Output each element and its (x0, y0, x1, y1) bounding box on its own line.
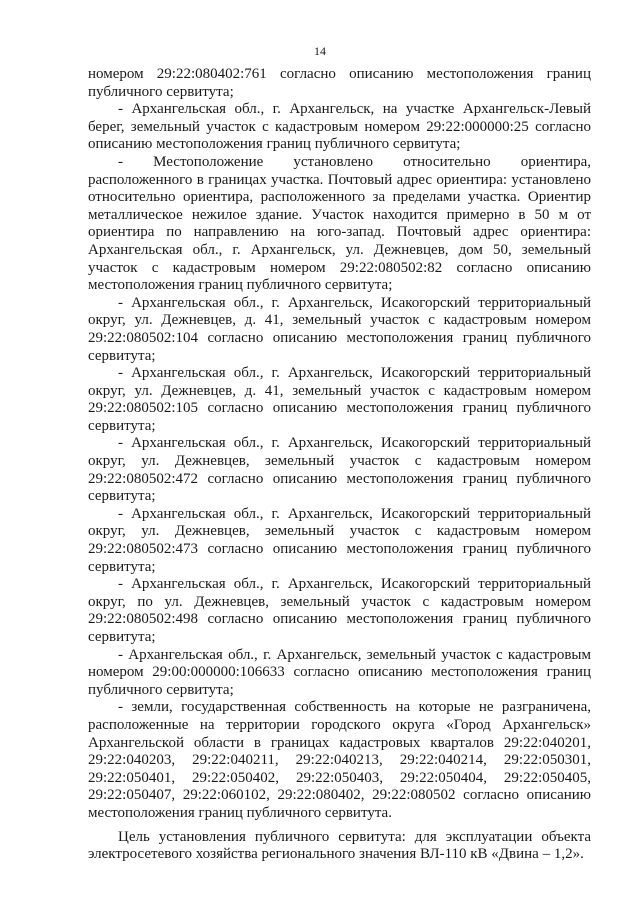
paragraph-purpose: Цель установления публичного сервитута: для эксплуатации объекта электросетевого хозяйства регионального значения ВЛ-110 кВ «Двина – 1,2». (88, 828, 591, 863)
paragraph-item: - Местоположение установлено относительно ориентира, расположенного в границах участка. Почтовый адрес ориентира: установлено относительно ориентира, расположенного за пределами участка. Ориентир металлическое нежилое здание. Участок находится примерно в 50 м от ориентира по направлению на юго-запад. Почтовый адрес ориентира: Архангельская обл., г. Архангельск, ул. Дежневцев, дом 50, земельный участок с кадастровым номером 29:22:080502:82 согласно описанию местоположения границ публичного сервитута; (88, 153, 591, 294)
paragraph-item: - Архангельская обл., г. Архангельск, Исакогорский территориальный округ, ул. Дежневцев, д. 41, земельный участок с кадастровым номером 29:22:080502:104 согласно описанию местоположения границ публичного сервитута; (88, 294, 591, 364)
paragraph-item: - Архангельская обл., г. Архангельск, Исакогорский территориальный округ, ул. Дежневцев, земельный участок с кадастровым номером 29:22:080502:472 согласно описанию местоположения границ публичного сервитута; (88, 435, 591, 505)
page-number: 14 (314, 44, 326, 58)
document-body (88, 66, 591, 864)
paragraph-item: - Архангельская обл., г. Архангельск, земельный участок с кадастровым номером 29:00:000000:106633 согласно описанию местоположения границ публичного сервитута; (88, 646, 591, 698)
paragraph-item: - Архангельская обл., г. Архангельск, Исакогорский территориальный округ, ул. Дежневцев, д. 41, земельный участок с кадастровым номером 29:22:080502:105 согласно описанию местоположения границ публичного сервитута; (88, 365, 591, 434)
paragraph-item: - земли, государственная собственность на которые не разграничена, расположенные на территории городского округа «Город Архангельск» Архангельской области в границах кадастровых кварталов 29:22:040201, 29:22:040203, 29:22:040211, 29:22:040213, 29:22:040214, 29:22:050301, 29:22:050401, 29:22:050402, 29:22:050403, 29:22:050404, 29:22:050405, 29:22:050407, 29:22:060102, 29:22:080402, 29:22:080502 согласно описанию местоположения границ публичного сервитута. (88, 699, 591, 821)
paragraph-item: - Архангельская обл., г. Архангельск, на участке Архангельск-Левый берег, земельный участок с кадастровым номером 29:22:000000:25 согласно описанию местоположения границ публичного сервитута; (88, 101, 591, 153)
paragraph-continuation: номером 29:22:080402:761 согласно описанию местоположения границ публичного сервитута; (88, 66, 591, 100)
paragraph-item: - Архангельская обл., г. Архангельск, Исакогорский территориальный округ, по ул. Дежневцев, земельный участок с кадастровым номером 29:22:080502:498 согласно описанию местоположения границ публичного сервитута; (88, 576, 591, 645)
paragraph-item: - Архангельская обл., г. Архангельск, Исакогорский территориальный округ, ул. Дежневцев, земельный участок с кадастровым номером 29:22:080502:473 согласно описанию местоположения границ публичного сервитута; (88, 505, 591, 575)
